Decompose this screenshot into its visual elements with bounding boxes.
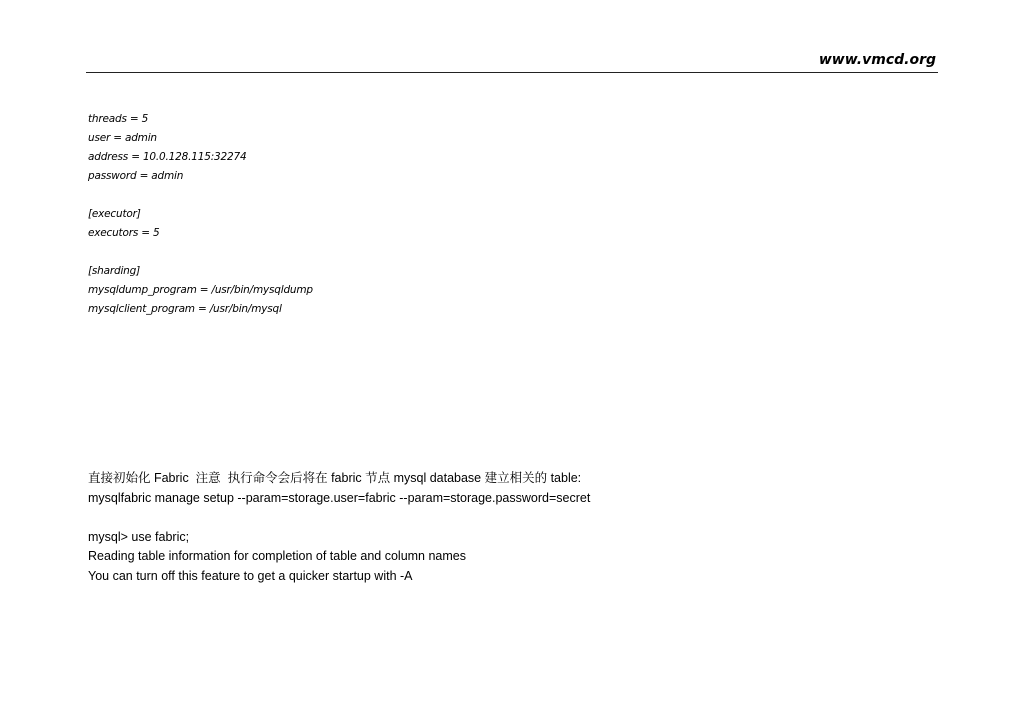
header-divider xyxy=(86,72,938,73)
config-line xyxy=(88,186,313,205)
config-line: [executor] xyxy=(88,208,141,220)
config-line xyxy=(88,243,313,262)
body-line: You can turn off this feature to get a quicker startup with -A xyxy=(88,568,413,583)
body-line xyxy=(88,508,590,528)
body-line: mysqlfabric manage setup --param=storage.user=fabric --param=storage.password=secret xyxy=(88,490,591,505)
site-url-header: www.vmcd.org xyxy=(818,52,936,68)
config-block xyxy=(88,110,313,319)
config-line: mysqldump_program = /usr/bin/mysqldump xyxy=(88,284,313,296)
body-line: Reading table information for completion of table and column names xyxy=(88,549,466,563)
config-line: address = 10.0.128.115:32274 xyxy=(88,151,247,163)
config-line: executors = 5 xyxy=(88,227,160,239)
config-line: threads = 5 xyxy=(88,113,149,125)
config-line: password = admin xyxy=(88,170,184,182)
config-line: mysqlclient_program = /usr/bin/mysql xyxy=(88,303,282,315)
body-text-block xyxy=(88,469,590,586)
body-line: mysql> use fabric; xyxy=(88,529,190,544)
config-line: user = admin xyxy=(88,132,157,144)
body-line: 直接初始化 Fabric 注意 执行命令会后将在 fabric 节点 mysql database 建立相关的 table: xyxy=(88,471,582,485)
config-line: [sharding] xyxy=(88,265,140,277)
